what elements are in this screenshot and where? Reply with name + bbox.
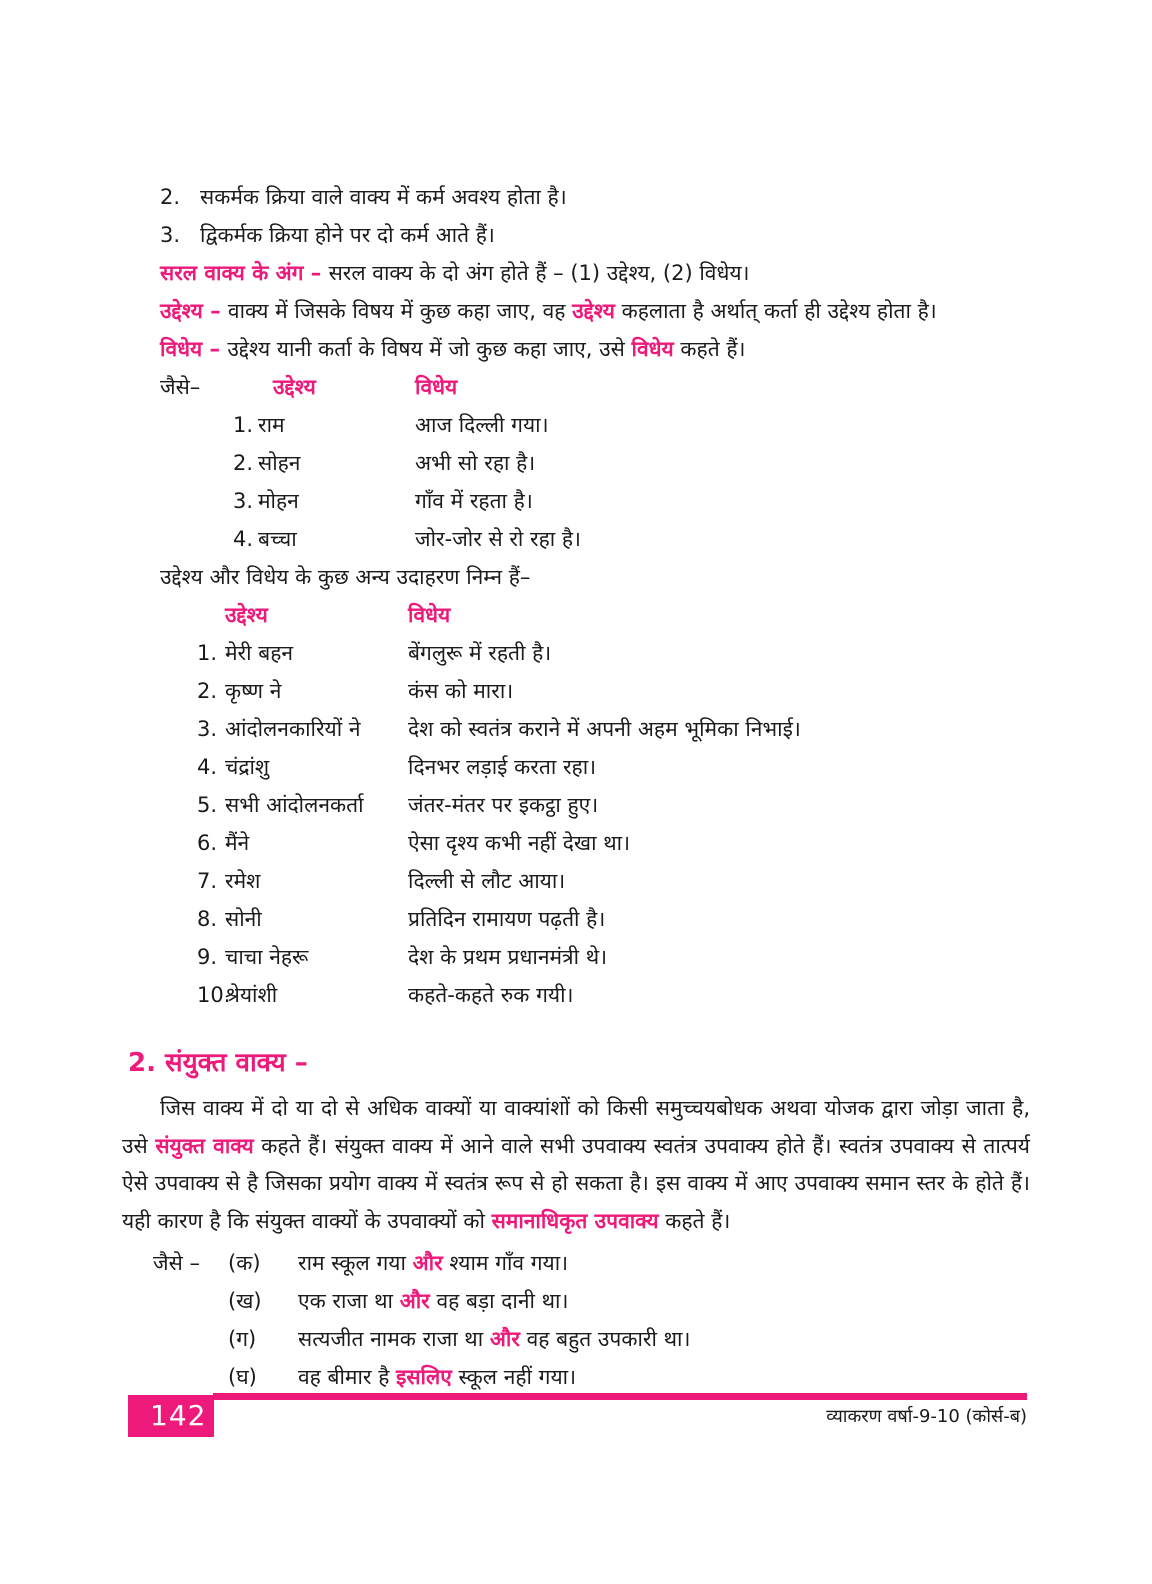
table-row [197,634,1152,672]
table-row [233,520,1152,558]
table-row [197,976,1152,1014]
row-subject: मोहन [258,489,299,513]
column-header-vidheya: विधेय [415,375,458,399]
row-predicate: गाँव में रहता है। [415,489,533,513]
list-item-number: 2. [160,185,181,209]
example-label: (घ) [228,1365,257,1389]
list-item-text: सकर्मक क्रिया वाले वाक्य में कर्म अवश्य होता है। [200,185,567,209]
sanyukt-examples-list [153,1244,1152,1396]
table-row [233,444,1152,482]
definition-line: उद्देश्य – वाक्य में जिसके विषय में कुछ कहा जाए, वह उद्देश्य कहलाता है अर्थात् कर्ता ही उद्देश्य होता है। [160,299,937,323]
example-table2 [0,634,1152,1014]
jaise-label: जैसे– [160,375,201,399]
list-item [160,178,1152,216]
jaise-label: जैसे – [153,1251,200,1275]
example-row [228,1358,1152,1396]
row-predicate: बेंगलुरू में रहती है। [408,641,552,665]
row-subject: चंद्रांशु [225,755,270,779]
row-predicate: आज दिल्ली गया। [415,413,549,437]
example-row [228,1282,1152,1320]
row-subject: सोनी [225,907,262,931]
page-number-badge [128,1395,214,1437]
example-sentence: एक राजा था और वह बड़ा दानी था। [298,1289,569,1313]
table-row [197,786,1152,824]
list-item-number: 3. [160,223,181,247]
table-row [197,748,1152,786]
example-table1 [0,406,1152,558]
page-number: 142 [150,1399,207,1432]
row-subject: सभी आंदोलनकर्ता [225,793,364,817]
more-examples-intro: उद्देश्य और विधेय के कुछ अन्य उदाहरण निम्न हैं– [160,565,531,589]
column-header-vidheya: विधेय [408,603,451,627]
example-sentence: सत्यजीत नामक राजा था और वह बहुत उपकारी था। [298,1327,691,1351]
row-number: 10. [197,983,231,1007]
example-sentence: राम स्कूल गया और श्याम गाँव गया। [298,1251,569,1275]
example-row [228,1244,1152,1282]
table-row [233,406,1152,444]
row-subject: कृष्ण ने [225,679,282,703]
row-number: 2. [197,679,218,703]
footer-rule [213,1393,1027,1400]
definitions [160,254,1152,368]
row-subject: मेरी बहन [225,641,294,665]
row-subject: मैंने [225,831,250,855]
row-predicate: कंस को मारा। [408,679,514,703]
section-paragraph: जिस वाक्य में दो या दो से अधिक वाक्यों या वाक्यांशों को किसी समुच्चयबोधक अथवा योजक द्वारा जोड़ा जाता है, उसे संयुक्त वाक्य कहते हैं। संयुक्त वाक्य में आने वाले सभी उपवाक्य स्वतंत्र उपवाक्य होते हैं। स्वतंत्र उपवाक्य से तात्पर्य ऐसे उपवाक्य से है जिसका प्रयोग वाक्य में स्वतंत्र रूप से हो सकता है। इस वाक्य में आए उपवाक्य समान स्तर के होते हैं। यही कारण है कि संयुक्त वाक्यों के उपवाक्यों को समानाधिकृत उपवाक्य कहते हैं। [122,1096,1030,1233]
column-header-uddeshya: उद्देश्य [273,375,316,399]
column-header-uddeshya: उद्देश्य [225,603,268,627]
example-label: (ख) [228,1289,262,1313]
example-row [228,1320,1152,1358]
row-subject: राम [258,413,285,437]
definition-line: विधेय – उद्देश्य यानी कर्ता के विषय में जो कुछ कहा जाए, उसे विधेय कहते हैं। [160,337,746,361]
row-subject: आंदोलनकारियों ने [225,717,361,741]
table-row [197,672,1152,710]
page-content [0,178,1152,1396]
row-predicate: अभी सो रहा है। [415,451,536,475]
table-row [197,710,1152,748]
row-number: 5. [197,793,218,817]
row-predicate: देश को स्वतंत्र कराने में अपनी अहम भूमिका निभाई। [408,717,801,741]
example-label: (ग) [228,1327,257,1351]
table-row [197,824,1152,862]
row-number: 6. [197,831,218,855]
row-predicate: दिल्ली से लौट आया। [408,869,566,893]
row-predicate: देश के प्रथम प्रधानमंत्री थे। [408,945,608,969]
table-row [233,482,1152,520]
row-number: 3. [197,717,218,741]
row-subject: चाचा नेहरू [225,945,309,969]
list-item-text: द्विकर्मक क्रिया होने पर दो कर्म आते हैं। [200,223,495,247]
intro-points [160,178,1152,254]
row-subject: श्रेयांशी [225,983,278,1007]
footer-book-title: व्याकरण वर्षा-9-10 (कोर्स-ब) [826,1406,1027,1427]
row-number: 9. [197,945,218,969]
list-item [160,216,1152,254]
row-number: 3. [233,489,254,513]
example-label: (क) [228,1251,261,1275]
table-row [197,900,1152,938]
row-predicate: ऐसा दृश्य कभी नहीं देखा था। [408,831,631,855]
row-number: 1. [233,413,254,437]
row-predicate: जोर-जोर से रो रहा है। [415,527,582,551]
example-table2-header [225,596,1152,634]
row-predicate: जंतर-मंतर पर इकट्ठा हुए। [408,793,599,817]
row-predicate: कहते-कहते रुक गयी। [408,983,574,1007]
row-number: 2. [233,451,254,475]
example-table1-header [160,368,1152,406]
row-predicate: दिनभर लड़ाई करता रहा। [408,755,597,779]
table-row [197,938,1152,976]
table-row [197,862,1152,900]
row-number: 4. [197,755,218,779]
definition-line: सरल वाक्य के अंग – सरल वाक्य के दो अंग होते हैं – (1) उद्देश्य, (2) विधेय। [160,261,750,285]
row-number: 7. [197,869,218,893]
row-predicate: प्रतिदिन रामायण पढ़ती है। [408,907,606,931]
sanyukt-examples [153,1244,1152,1396]
section-heading-sanyukt-vakya: 2. संयुक्त वाक्य – [128,1048,308,1078]
row-number: 8. [197,907,218,931]
row-number: 1. [197,641,218,665]
row-subject: सोहन [258,451,301,475]
row-subject: बच्चा [258,527,297,551]
row-subject: रमेश [225,869,261,893]
row-number: 4. [233,527,254,551]
example-sentence: वह बीमार है इसलिए स्कूल नहीं गया। [298,1365,577,1389]
